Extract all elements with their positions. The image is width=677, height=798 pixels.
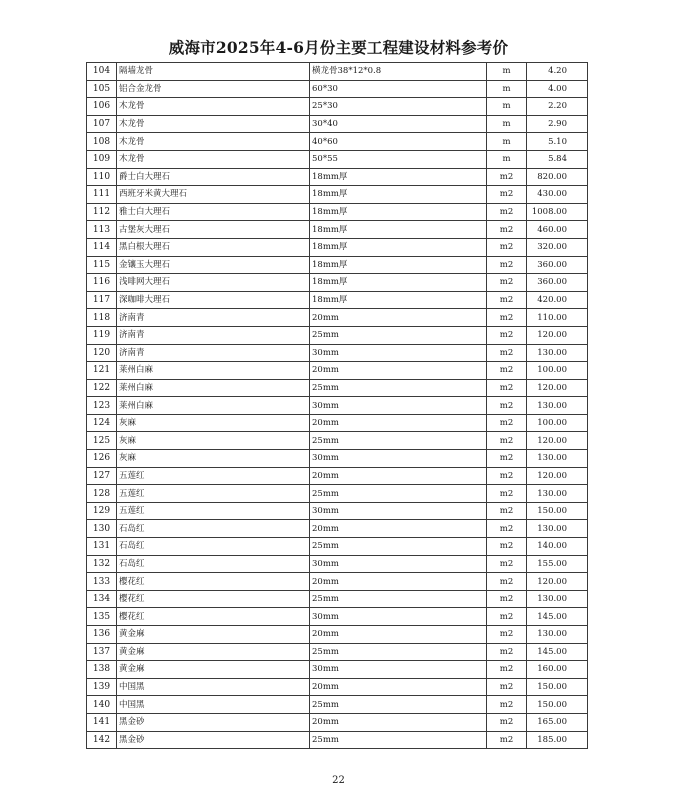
material-unit: m2: [487, 661, 527, 679]
material-price: 430.00: [527, 186, 588, 204]
material-name: 古堡灰大理石: [117, 221, 310, 239]
material-unit: m2: [487, 573, 527, 591]
material-price: 150.00: [527, 696, 588, 714]
table-row: [87, 590, 588, 608]
material-unit: m2: [487, 397, 527, 415]
material-spec: 60*30: [310, 80, 487, 98]
row-number: 123: [87, 397, 117, 415]
row-number: 125: [87, 432, 117, 450]
material-spec: 20mm: [310, 573, 487, 591]
material-name: 樱花红: [117, 608, 310, 626]
material-name: 木龙骨: [117, 150, 310, 168]
material-spec: 20mm: [310, 309, 487, 327]
material-price: 1008.00: [527, 203, 588, 221]
row-number: 130: [87, 520, 117, 538]
table-row: [87, 573, 588, 591]
material-spec: 18mm厚: [310, 291, 487, 309]
material-price: 150.00: [527, 678, 588, 696]
row-number: 131: [87, 538, 117, 556]
table-row: [87, 608, 588, 626]
table-row: [87, 432, 588, 450]
material-name: 五莲红: [117, 502, 310, 520]
table-row: [87, 221, 588, 239]
material-price: 155.00: [527, 555, 588, 573]
row-number: 129: [87, 502, 117, 520]
material-price: 110.00: [527, 309, 588, 327]
material-price: 360.00: [527, 274, 588, 292]
row-number: 111: [87, 186, 117, 204]
row-number: 135: [87, 608, 117, 626]
material-price: 100.00: [527, 362, 588, 380]
page-title: 威海市2025年4-6月份主要工程建设材料参考价: [168, 38, 509, 57]
material-spec: 18mm厚: [310, 274, 487, 292]
material-unit: m2: [487, 186, 527, 204]
row-number: 141: [87, 713, 117, 731]
material-name: 深咖啡大理石: [117, 291, 310, 309]
material-price: 360.00: [527, 256, 588, 274]
material-spec: 30mm: [310, 608, 487, 626]
table-row: [87, 344, 588, 362]
material-unit: m2: [487, 432, 527, 450]
price-table: [86, 62, 588, 749]
row-number: 133: [87, 573, 117, 591]
material-spec: 20mm: [310, 362, 487, 380]
material-spec: 18mm厚: [310, 168, 487, 186]
material-price: 130.00: [527, 485, 588, 503]
material-spec: 18mm厚: [310, 256, 487, 274]
row-number: 107: [87, 115, 117, 133]
material-unit: m2: [487, 555, 527, 573]
material-spec: 25mm: [310, 538, 487, 556]
material-price: 320.00: [527, 238, 588, 256]
material-unit: m2: [487, 379, 527, 397]
material-spec: 25mm: [310, 731, 487, 749]
material-name: 西班牙米黄大理石: [117, 186, 310, 204]
material-price: 5.84: [527, 150, 588, 168]
material-unit: m: [487, 115, 527, 133]
material-unit: m2: [487, 309, 527, 327]
material-name: 五莲红: [117, 485, 310, 503]
material-unit: m: [487, 133, 527, 151]
material-name: 灰麻: [117, 414, 310, 432]
material-unit: m2: [487, 256, 527, 274]
row-number: 134: [87, 590, 117, 608]
material-name: 铝合金龙骨: [117, 80, 310, 98]
table-row: [87, 555, 588, 573]
material-price: 130.00: [527, 344, 588, 362]
table-row: [87, 538, 588, 556]
material-price: 120.00: [527, 379, 588, 397]
table-row: [87, 502, 588, 520]
material-spec: 30mm: [310, 555, 487, 573]
table-row: [87, 291, 588, 309]
material-price: 820.00: [527, 168, 588, 186]
material-unit: m: [487, 150, 527, 168]
material-unit: m2: [487, 731, 527, 749]
material-unit: m2: [487, 608, 527, 626]
row-number: 110: [87, 168, 117, 186]
table-row: [87, 362, 588, 380]
material-price: 420.00: [527, 291, 588, 309]
row-number: 127: [87, 467, 117, 485]
table-row: [87, 63, 588, 81]
row-number: 115: [87, 256, 117, 274]
material-name: 黄金麻: [117, 643, 310, 661]
material-name: 石岛红: [117, 538, 310, 556]
material-unit: m2: [487, 450, 527, 468]
material-name: 莱州白麻: [117, 397, 310, 415]
material-spec: 30mm: [310, 450, 487, 468]
row-number: 106: [87, 98, 117, 116]
table-row: [87, 168, 588, 186]
material-price: 145.00: [527, 643, 588, 661]
row-number: 104: [87, 63, 117, 81]
material-spec: 18mm厚: [310, 186, 487, 204]
material-name: 木龙骨: [117, 115, 310, 133]
material-price: 4.00: [527, 80, 588, 98]
material-price: 460.00: [527, 221, 588, 239]
material-unit: m2: [487, 344, 527, 362]
material-spec: 50*55: [310, 150, 487, 168]
material-price: 4.20: [527, 63, 588, 81]
material-price: 130.00: [527, 590, 588, 608]
row-number: 116: [87, 274, 117, 292]
material-unit: m2: [487, 221, 527, 239]
table-row: [87, 379, 588, 397]
material-spec: 25mm: [310, 485, 487, 503]
row-number: 136: [87, 626, 117, 644]
material-spec: 25mm: [310, 590, 487, 608]
table-row: [87, 713, 588, 731]
material-spec: 20mm: [310, 520, 487, 538]
page-number: 22: [332, 775, 345, 786]
material-spec: 20mm: [310, 626, 487, 644]
material-name: 莱州白麻: [117, 362, 310, 380]
material-name: 木龙骨: [117, 133, 310, 151]
material-spec: 20mm: [310, 713, 487, 731]
material-price: 165.00: [527, 713, 588, 731]
material-name: 隔墙龙骨: [117, 63, 310, 81]
table-row: [87, 203, 588, 221]
material-unit: m2: [487, 696, 527, 714]
material-unit: m: [487, 63, 527, 81]
material-unit: m2: [487, 626, 527, 644]
material-unit: m2: [487, 643, 527, 661]
table-row: [87, 80, 588, 98]
material-spec: 20mm: [310, 414, 487, 432]
material-price: 120.00: [527, 573, 588, 591]
material-price: 130.00: [527, 520, 588, 538]
material-unit: m2: [487, 326, 527, 344]
material-price: 120.00: [527, 326, 588, 344]
material-spec: 40*60: [310, 133, 487, 151]
material-price: 2.90: [527, 115, 588, 133]
material-name: 济南青: [117, 309, 310, 327]
row-number: 124: [87, 414, 117, 432]
material-unit: m2: [487, 168, 527, 186]
table-row: [87, 98, 588, 116]
material-spec: 30mm: [310, 661, 487, 679]
material-unit: m2: [487, 502, 527, 520]
table-row: [87, 186, 588, 204]
row-number: 112: [87, 203, 117, 221]
material-price: 100.00: [527, 414, 588, 432]
row-number: 119: [87, 326, 117, 344]
material-spec: 横龙骨38*12*0.8: [310, 63, 487, 81]
material-name: 樱花红: [117, 573, 310, 591]
table-row: [87, 326, 588, 344]
material-unit: m: [487, 98, 527, 116]
row-number: 109: [87, 150, 117, 168]
material-spec: 30mm: [310, 397, 487, 415]
row-number: 139: [87, 678, 117, 696]
material-spec: 30mm: [310, 502, 487, 520]
material-name: 木龙骨: [117, 98, 310, 116]
material-name: 五莲红: [117, 467, 310, 485]
table-row: [87, 661, 588, 679]
material-unit: m2: [487, 238, 527, 256]
material-name: 莱州白麻: [117, 379, 310, 397]
material-name: 黑白根大理石: [117, 238, 310, 256]
row-number: 142: [87, 731, 117, 749]
material-spec: 25mm: [310, 326, 487, 344]
material-spec: 20mm: [310, 467, 487, 485]
material-unit: m2: [487, 485, 527, 503]
material-spec: 30*40: [310, 115, 487, 133]
material-name: 樱花红: [117, 590, 310, 608]
material-name: 黑金砂: [117, 713, 310, 731]
row-number: 138: [87, 661, 117, 679]
table-row: [87, 256, 588, 274]
table-row: [87, 626, 588, 644]
material-price: 2.20: [527, 98, 588, 116]
material-unit: m2: [487, 467, 527, 485]
table-row: [87, 678, 588, 696]
material-spec: 25mm: [310, 432, 487, 450]
material-unit: m2: [487, 203, 527, 221]
table-row: [87, 133, 588, 151]
table-row: [87, 450, 588, 468]
material-name: 黄金麻: [117, 661, 310, 679]
row-number: 137: [87, 643, 117, 661]
material-name: 金镶玉大理石: [117, 256, 310, 274]
row-number: 118: [87, 309, 117, 327]
material-unit: m2: [487, 678, 527, 696]
table-row: [87, 520, 588, 538]
material-name: 石岛红: [117, 520, 310, 538]
material-spec: 18mm厚: [310, 238, 487, 256]
material-unit: m2: [487, 590, 527, 608]
material-unit: m2: [487, 414, 527, 432]
material-spec: 25mm: [310, 379, 487, 397]
material-unit: m2: [487, 291, 527, 309]
material-name: 黑金砂: [117, 731, 310, 749]
material-unit: m2: [487, 520, 527, 538]
material-price: 120.00: [527, 432, 588, 450]
table-row: [87, 274, 588, 292]
material-unit: m2: [487, 274, 527, 292]
material-price: 150.00: [527, 502, 588, 520]
row-number: 114: [87, 238, 117, 256]
material-name: 中国黑: [117, 696, 310, 714]
material-name: 灰麻: [117, 432, 310, 450]
material-spec: 25*30: [310, 98, 487, 116]
row-number: 132: [87, 555, 117, 573]
table-row: [87, 485, 588, 503]
table-row: [87, 696, 588, 714]
table-body: [87, 63, 588, 749]
table-row: [87, 467, 588, 485]
material-name: 济南青: [117, 326, 310, 344]
row-number: 122: [87, 379, 117, 397]
material-name: 济南青: [117, 344, 310, 362]
material-price: 130.00: [527, 397, 588, 415]
material-name: 浅啡网大理石: [117, 274, 310, 292]
table-row: [87, 731, 588, 749]
row-number: 120: [87, 344, 117, 362]
material-spec: 20mm: [310, 678, 487, 696]
table-row: [87, 309, 588, 327]
material-unit: m: [487, 80, 527, 98]
table-row: [87, 397, 588, 415]
material-unit: m2: [487, 713, 527, 731]
material-name: 黄金麻: [117, 626, 310, 644]
material-unit: m2: [487, 538, 527, 556]
material-spec: 18mm厚: [310, 221, 487, 239]
table-row: [87, 238, 588, 256]
material-spec: 18mm厚: [310, 203, 487, 221]
table-row: [87, 643, 588, 661]
material-name: 雅士白大理石: [117, 203, 310, 221]
table-row: [87, 150, 588, 168]
table-row: [87, 115, 588, 133]
material-spec: 30mm: [310, 344, 487, 362]
material-price: 160.00: [527, 661, 588, 679]
table-row: [87, 414, 588, 432]
material-name: 中国黑: [117, 678, 310, 696]
material-price: 185.00: [527, 731, 588, 749]
material-spec: 25mm: [310, 643, 487, 661]
row-number: 113: [87, 221, 117, 239]
material-name: 爵士白大理石: [117, 168, 310, 186]
material-price: 130.00: [527, 450, 588, 468]
material-unit: m2: [487, 362, 527, 380]
material-price: 145.00: [527, 608, 588, 626]
row-number: 105: [87, 80, 117, 98]
row-number: 140: [87, 696, 117, 714]
material-price: 140.00: [527, 538, 588, 556]
row-number: 128: [87, 485, 117, 503]
row-number: 121: [87, 362, 117, 380]
row-number: 126: [87, 450, 117, 468]
material-name: 石岛红: [117, 555, 310, 573]
material-price: 120.00: [527, 467, 588, 485]
material-spec: 25mm: [310, 696, 487, 714]
row-number: 117: [87, 291, 117, 309]
material-price: 130.00: [527, 626, 588, 644]
row-number: 108: [87, 133, 117, 151]
material-price: 5.10: [527, 133, 588, 151]
material-name: 灰麻: [117, 450, 310, 468]
